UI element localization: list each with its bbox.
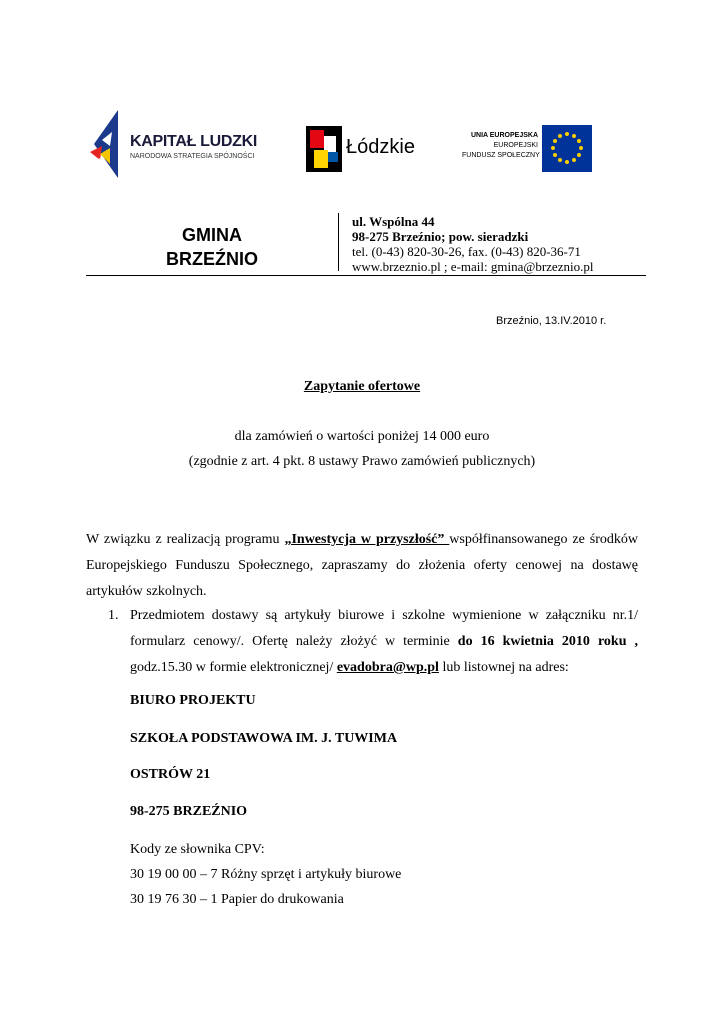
eu-flag-icon	[542, 125, 592, 172]
subtitle-line-2: (zgodnie z art. 4 pkt. 8 ustawy Prawo zamówień publicznych)	[188, 454, 536, 469]
numbered-list	[108, 603, 638, 681]
eu-line-2: EUROPEJSKI	[493, 142, 538, 149]
office-address	[352, 214, 593, 274]
eu-line-1: UNIA EUROPEJSKA	[470, 132, 538, 139]
subtitle-line-1: dla zamówień o wartości poniżej 14 000 euro	[234, 429, 490, 444]
document-title: Zapytanie ofertowe	[303, 379, 421, 394]
eu-line-3: FUNDUSZ SPOŁECZNY	[462, 152, 540, 159]
kapital-ludzki-subtitle: NARODOWA STRATEGIA SPÓJNOŚCI	[130, 153, 255, 160]
list-item	[130, 603, 638, 681]
intro-paragraph	[86, 527, 638, 605]
header-divider-vertical	[338, 213, 339, 271]
gmina-line-2: BRZEŹNIO	[166, 249, 258, 269]
cpv-code-1: 30 19 00 00 – 7 Różny sprzęt i artykuły biurowe	[130, 867, 402, 882]
document-date: Brzeźnio, 13.IV.2010 r.	[496, 315, 607, 327]
list-item-number: 1.	[108, 608, 119, 623]
lodzkie-logo-text: Łódzkie	[346, 136, 415, 158]
address-line-2: SZKOŁA PODSTAWOWA IM. J. TUWIMA	[130, 731, 398, 746]
email-link[interactable]: evadobra@wp.pl	[336, 660, 439, 675]
street: ul. Wspólna 44	[352, 214, 435, 229]
address-line-3: OSTRÓW 21	[130, 767, 211, 782]
city: 98-275 Brzeźnio; pow. sieradzki	[352, 229, 529, 244]
address-line-4: 98-275 BRZEŹNIO	[130, 804, 248, 819]
cpv-code-2: 30 19 76 30 – 1 Papier do drukowania	[130, 892, 344, 907]
address-line-1: BIURO PROJEKTU	[130, 693, 256, 708]
gmina-line-1: GMINA	[182, 225, 242, 245]
item-text-2: godz.15.30 w formie elektronicznej/	[130, 660, 337, 675]
item-text-1: Przedmiotem dostawy są artykuły biurowe i szkolne wymienione w załączniku nr.1/ formularz cenowy/. Ofertę należy złożyć w terminie	[130, 608, 638, 649]
kapital-ludzki-title: KAPITAŁ LUDZKI	[130, 133, 258, 150]
eu-logo-text	[462, 131, 538, 161]
header-divider-horizontal	[86, 275, 646, 276]
lodzkie-logo-icon	[306, 126, 342, 172]
cpv-heading: Kody ze słownika CPV:	[130, 842, 265, 857]
program-name: „Inwestycja w przyszłość”	[284, 532, 450, 547]
intro-before: W związku z realizacją programu	[86, 532, 285, 547]
intro-after: współfinansowanego ze środków Europejskiego Funduszu Społecznego, zapraszamy do złożenia oferty cenowej na dostawę artykułów szkolnych.	[86, 532, 638, 599]
phone: tel. (0-43) 820-30-26, fax. (0-43) 820-36-71	[352, 244, 581, 259]
gmina-name	[160, 223, 264, 271]
deadline: do 16 kwietnia 2010 roku ,	[457, 634, 638, 649]
item-text-3: lub listownej na adres:	[438, 660, 569, 675]
web-email: www.brzeznio.pl ; e-mail: gmina@brzeznio.pl	[352, 259, 594, 274]
